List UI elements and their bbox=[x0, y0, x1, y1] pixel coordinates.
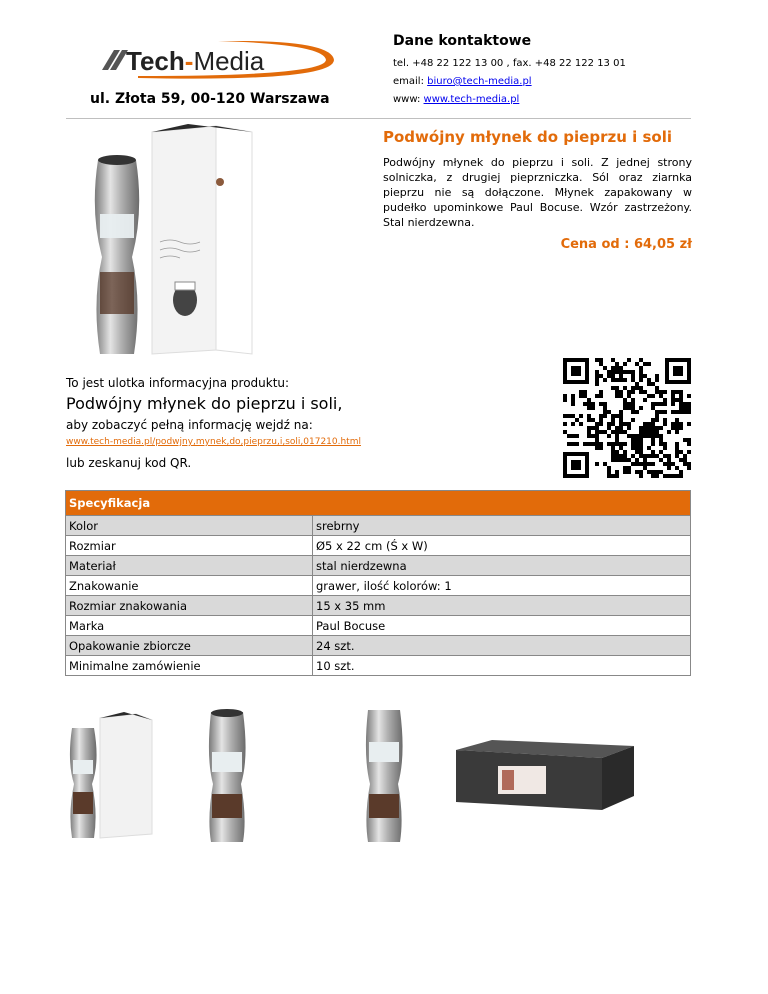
spec-key: Rozmiar bbox=[66, 536, 313, 556]
spec-row bbox=[66, 536, 691, 556]
spec-key: Marka bbox=[66, 616, 313, 636]
spec-row bbox=[66, 636, 691, 656]
www-label: www: bbox=[393, 94, 424, 105]
spec-row bbox=[66, 596, 691, 616]
product-price: Cena od : 64,05 zł bbox=[560, 237, 692, 252]
spec-key: Rozmiar znakowania bbox=[66, 596, 313, 616]
contact-www-line bbox=[393, 94, 519, 105]
logo-prefix: Tech bbox=[126, 46, 185, 76]
spec-value: Paul Bocuse bbox=[313, 616, 691, 636]
email-label: email: bbox=[393, 76, 428, 87]
header-divider bbox=[66, 118, 691, 119]
company-address: ul. Złota 59, 00-120 Warszawa bbox=[90, 91, 330, 107]
leaflet-qr-text: lub zeskanuj kod QR. bbox=[66, 456, 192, 470]
leaflet-more-info: aby zobaczyć pełną informację wejdź na: bbox=[66, 418, 313, 432]
spec-value: Ø5 x 22 cm (Ś x W) bbox=[313, 536, 691, 556]
spec-title: Specyfikacja bbox=[66, 491, 691, 516]
spec-value: 24 szt. bbox=[313, 636, 691, 656]
spec-header-row bbox=[66, 491, 691, 516]
spec-key: Materiał bbox=[66, 556, 313, 576]
spec-row bbox=[66, 656, 691, 676]
product-description: Podwójny młynek do pieprzu i soli. Z jednej strony solniczka, z drugiej pieprzniczka. Sól oraz ziarnka pieprzu nie są dołączone. Młynek zapakowany w pudełko upominkowe Paul Bocuse. Wzór zastrzeżony. Stal nierdzewna. bbox=[383, 156, 692, 229]
contact-phone: tel. +48 22 122 13 00 , fax. +48 22 122 13 01 bbox=[393, 58, 626, 69]
email-link[interactable]: biuro@tech-media.pl bbox=[427, 76, 532, 87]
spec-table bbox=[65, 490, 691, 676]
spec-key: Minimalne zamówienie bbox=[66, 656, 313, 676]
svg-text:Tech-Media bbox=[126, 46, 265, 76]
gallery-image-grinder-front[interactable] bbox=[205, 708, 250, 844]
spec-key: Opakowanie zbiorcze bbox=[66, 636, 313, 656]
spec-value: stal nierdzewna bbox=[313, 556, 691, 576]
spec-value: 10 szt. bbox=[313, 656, 691, 676]
logo-suffix: Media bbox=[193, 46, 265, 76]
leaflet-intro: To jest ulotka informacyjna produktu: bbox=[66, 376, 290, 390]
contact-title: Dane kontaktowe bbox=[393, 33, 532, 49]
spec-key: Znakowanie bbox=[66, 576, 313, 596]
spec-row bbox=[66, 516, 691, 536]
leaflet-product-name: Podwójny młynek do pieprzu i soli bbox=[66, 394, 338, 413]
spec-row bbox=[66, 616, 691, 636]
product-title: Podwójny młynek do pieprzu i soli bbox=[383, 128, 673, 146]
tech-media-logo bbox=[98, 38, 338, 82]
spec-value: grawer, ilość kolorów: 1 bbox=[313, 576, 691, 596]
spec-key: Kolor bbox=[66, 516, 313, 536]
qr-code[interactable] bbox=[563, 358, 691, 478]
gallery-image-gift-box[interactable] bbox=[452, 740, 636, 812]
spec-value: 15 x 35 mm bbox=[313, 596, 691, 616]
leaflet-name-suffix: , bbox=[337, 394, 343, 413]
spec-row bbox=[66, 576, 691, 596]
gallery-image-grinder-with-box[interactable] bbox=[64, 712, 164, 842]
product-main-image bbox=[80, 122, 352, 376]
spec-row bbox=[66, 556, 691, 576]
product-url-link[interactable]: www.tech-media.pl/podwjny,mynek,do,pieprzu,i,soli,017210.html bbox=[66, 437, 361, 447]
spec-value: srebrny bbox=[313, 516, 691, 536]
gallery-image-grinder-side[interactable] bbox=[362, 706, 407, 844]
logo-separator: - bbox=[184, 46, 194, 76]
www-link[interactable]: www.tech-media.pl bbox=[423, 94, 520, 105]
contact-email-line bbox=[393, 76, 532, 87]
leaflet-product-name-line bbox=[66, 394, 342, 413]
